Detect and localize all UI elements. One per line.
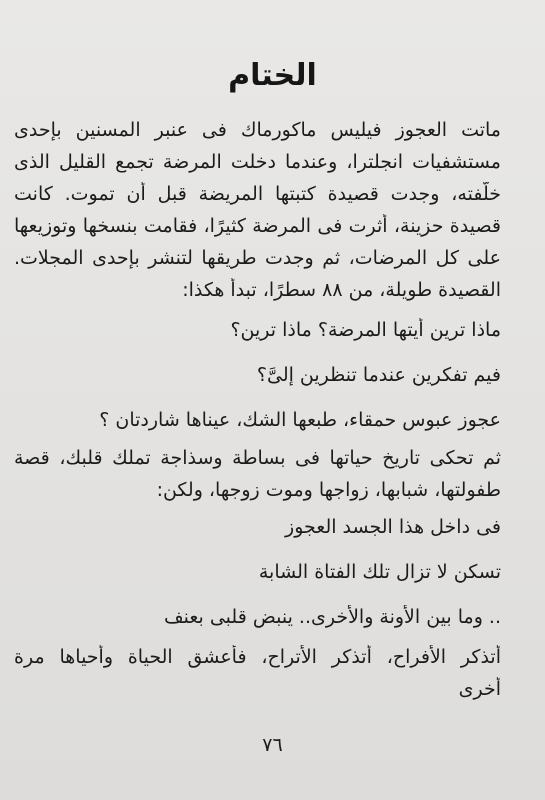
- paragraph-line: مستشفيات انجلترا، وعندما دخلت المرضة تجمع القليل الذى: [14, 151, 501, 173]
- poem-line: فى داخل هذا الجسد العجوز: [285, 516, 501, 538]
- paragraph-line: على كل المرضات، ثم وجدت طريقها لتنشر بإحدى المجلات.: [14, 247, 501, 269]
- poem-line: ماذا ترين أيتها المرضة؟ ماذا ترين؟: [230, 319, 501, 341]
- poem-line: أتذكر الأفراح، أتذكر الأتراح، فأعشق الحياة وأحياها مرة: [14, 646, 501, 668]
- chapter-title: الختام: [228, 58, 317, 93]
- paragraph-line: القصيدة طويلة، من ٨٨ سطرًا، تبدأ هكذا:: [182, 279, 501, 301]
- poem-line: فيم تفكرين عندما تنظرين إلىَّ؟: [256, 364, 501, 386]
- paragraph-line: ثم تحكى تاريخ حياتها فى بساطة وسذاجة تملك قلبك، قصة: [14, 447, 501, 469]
- poem-line: عجوز عبوس حمقاء، طبعها الشك، عيناها شاردتان ؟: [99, 409, 501, 431]
- page-number: ٧٦: [262, 734, 283, 756]
- poem-line: .. وما بين الأونة والأخرى.. ينبض قلبى بعنف: [163, 606, 501, 628]
- paragraph-line: طفولتها، شبابها، زواجها وموت زوجها، ولكن:: [156, 479, 501, 501]
- poem-line: أخرى: [458, 678, 501, 700]
- paragraph-line: قصيدة حزينة، أثرت فى المرضة كثيرًا، فقامت بنسخها وتوزيعها: [14, 215, 501, 237]
- paragraph-line: خلَّفته، وجدت قصيدة كتبتها المريضة قبل أن تموت. كانت: [14, 183, 501, 205]
- paragraph-line: ماتت العجوز فيليس ماكورماك فى عنبر المسنين بإحدى: [14, 119, 501, 141]
- poem-line: تسكن لا تزال تلك الفتاة الشابة: [258, 561, 501, 583]
